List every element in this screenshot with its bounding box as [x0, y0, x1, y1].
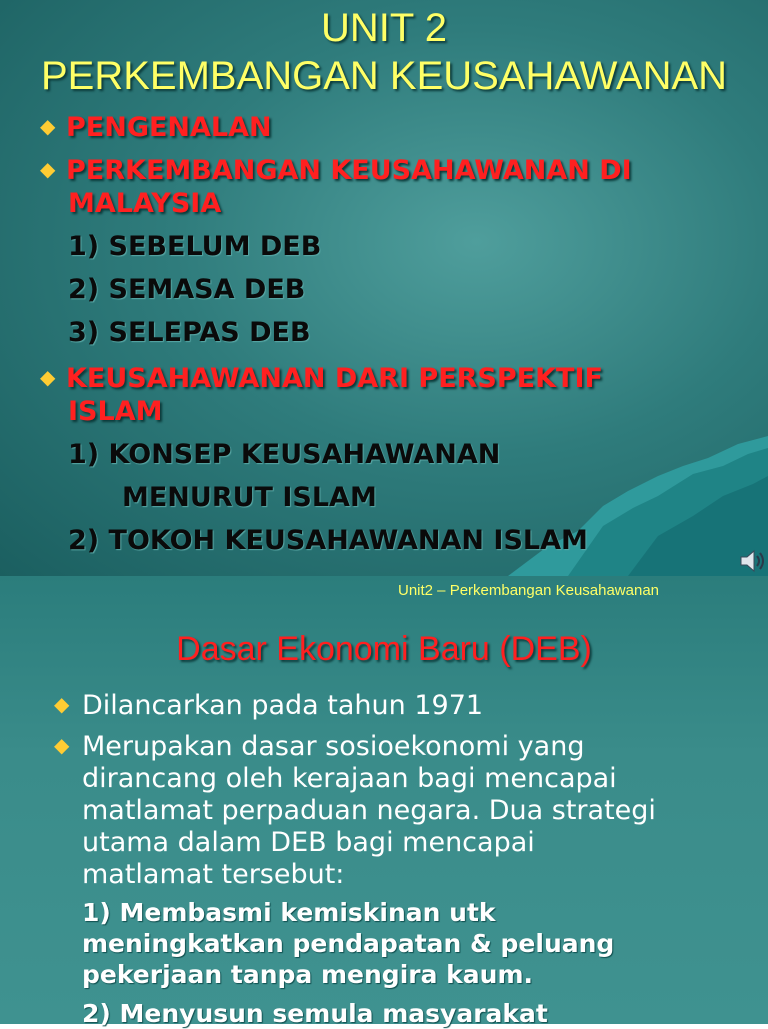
strategy-2	[82, 998, 548, 1029]
diamond-bullet-icon: ◆	[54, 733, 70, 757]
bullet-perkembangan	[40, 153, 632, 220]
diamond-bullet-icon: ◆	[54, 692, 70, 716]
bullet-merupakan	[54, 729, 656, 891]
bullet-line: matlamat perpaduan negara. Dua strategi	[82, 795, 656, 826]
sub-item-semasa	[40, 273, 305, 306]
diamond-bullet-icon: ◆	[40, 365, 56, 389]
sub-item-sebelum	[40, 230, 321, 263]
bullet-pengenalan	[40, 110, 272, 144]
bullet-line: Merupakan dasar sosioekonomi yang	[82, 731, 585, 762]
strategy-line: meningkatkan pendapatan & peluang	[82, 929, 615, 958]
strategy-line: pekerjaan tanpa mengira kaum.	[82, 960, 534, 989]
sub-item-text: MENURUT ISLAM	[122, 482, 377, 513]
sub-item-text: 3) SELEPAS DEB	[68, 317, 311, 348]
sub-item-tokoh	[40, 524, 588, 557]
sub-item-text: 1) SEBELUM DEB	[68, 231, 322, 262]
sub-item-konsep-line2	[40, 481, 377, 514]
slide2-title: Dasar Ekonomi Baru (DEB)	[176, 630, 592, 668]
bullet-text-line2: MALAYSIA	[68, 188, 222, 219]
sub-item-text: 2) TOKOH KEUSAHAWANAN ISLAM	[68, 525, 588, 556]
bullet-text: PENGENALAN	[66, 112, 272, 143]
bullet-line: matlamat tersebut:	[82, 859, 345, 890]
bullet-text-line1: PERKEMBANGAN KEUSAHAWANAN DI	[66, 155, 632, 186]
strategy-line: 1) Membasmi kemiskinan utk	[82, 898, 496, 927]
slide-footer: Unit2 – Perkembangan Keusahawanan	[398, 582, 660, 599]
strategy-line: 2) Menyusun semula masyarakat	[82, 999, 548, 1028]
slide-title-line2: PERKEMBANGAN KEUSAHAWANAN	[40, 54, 728, 98]
diamond-bullet-icon: ◆	[40, 157, 56, 181]
bullet-line: dirancang oleh kerajaan bagi mencapai	[82, 763, 617, 794]
sub-item-konsep	[40, 438, 500, 471]
bullet-text-line2: ISLAM	[68, 396, 163, 427]
sub-item-text: 2) SEMASA DEB	[68, 274, 306, 305]
strategy-1	[82, 897, 614, 990]
slide-title-line1: UNIT 2	[321, 6, 447, 50]
bullet-text: Dilancarkan pada tahun 1971	[82, 690, 484, 721]
bullet-dilancarkan	[54, 688, 483, 722]
sub-item-selepas	[40, 316, 311, 349]
sub-item-text: 1) KONSEP KEUSAHAWANAN	[68, 439, 501, 470]
speaker-icon[interactable]	[738, 546, 768, 576]
bullet-perspektif-islam	[40, 361, 603, 428]
diamond-bullet-icon: ◆	[40, 114, 56, 138]
bullet-line: utama dalam DEB bagi mencapai	[82, 827, 535, 858]
bullet-text-line1: KEUSAHAWANAN DARI PERSPEKTIF	[66, 363, 603, 394]
